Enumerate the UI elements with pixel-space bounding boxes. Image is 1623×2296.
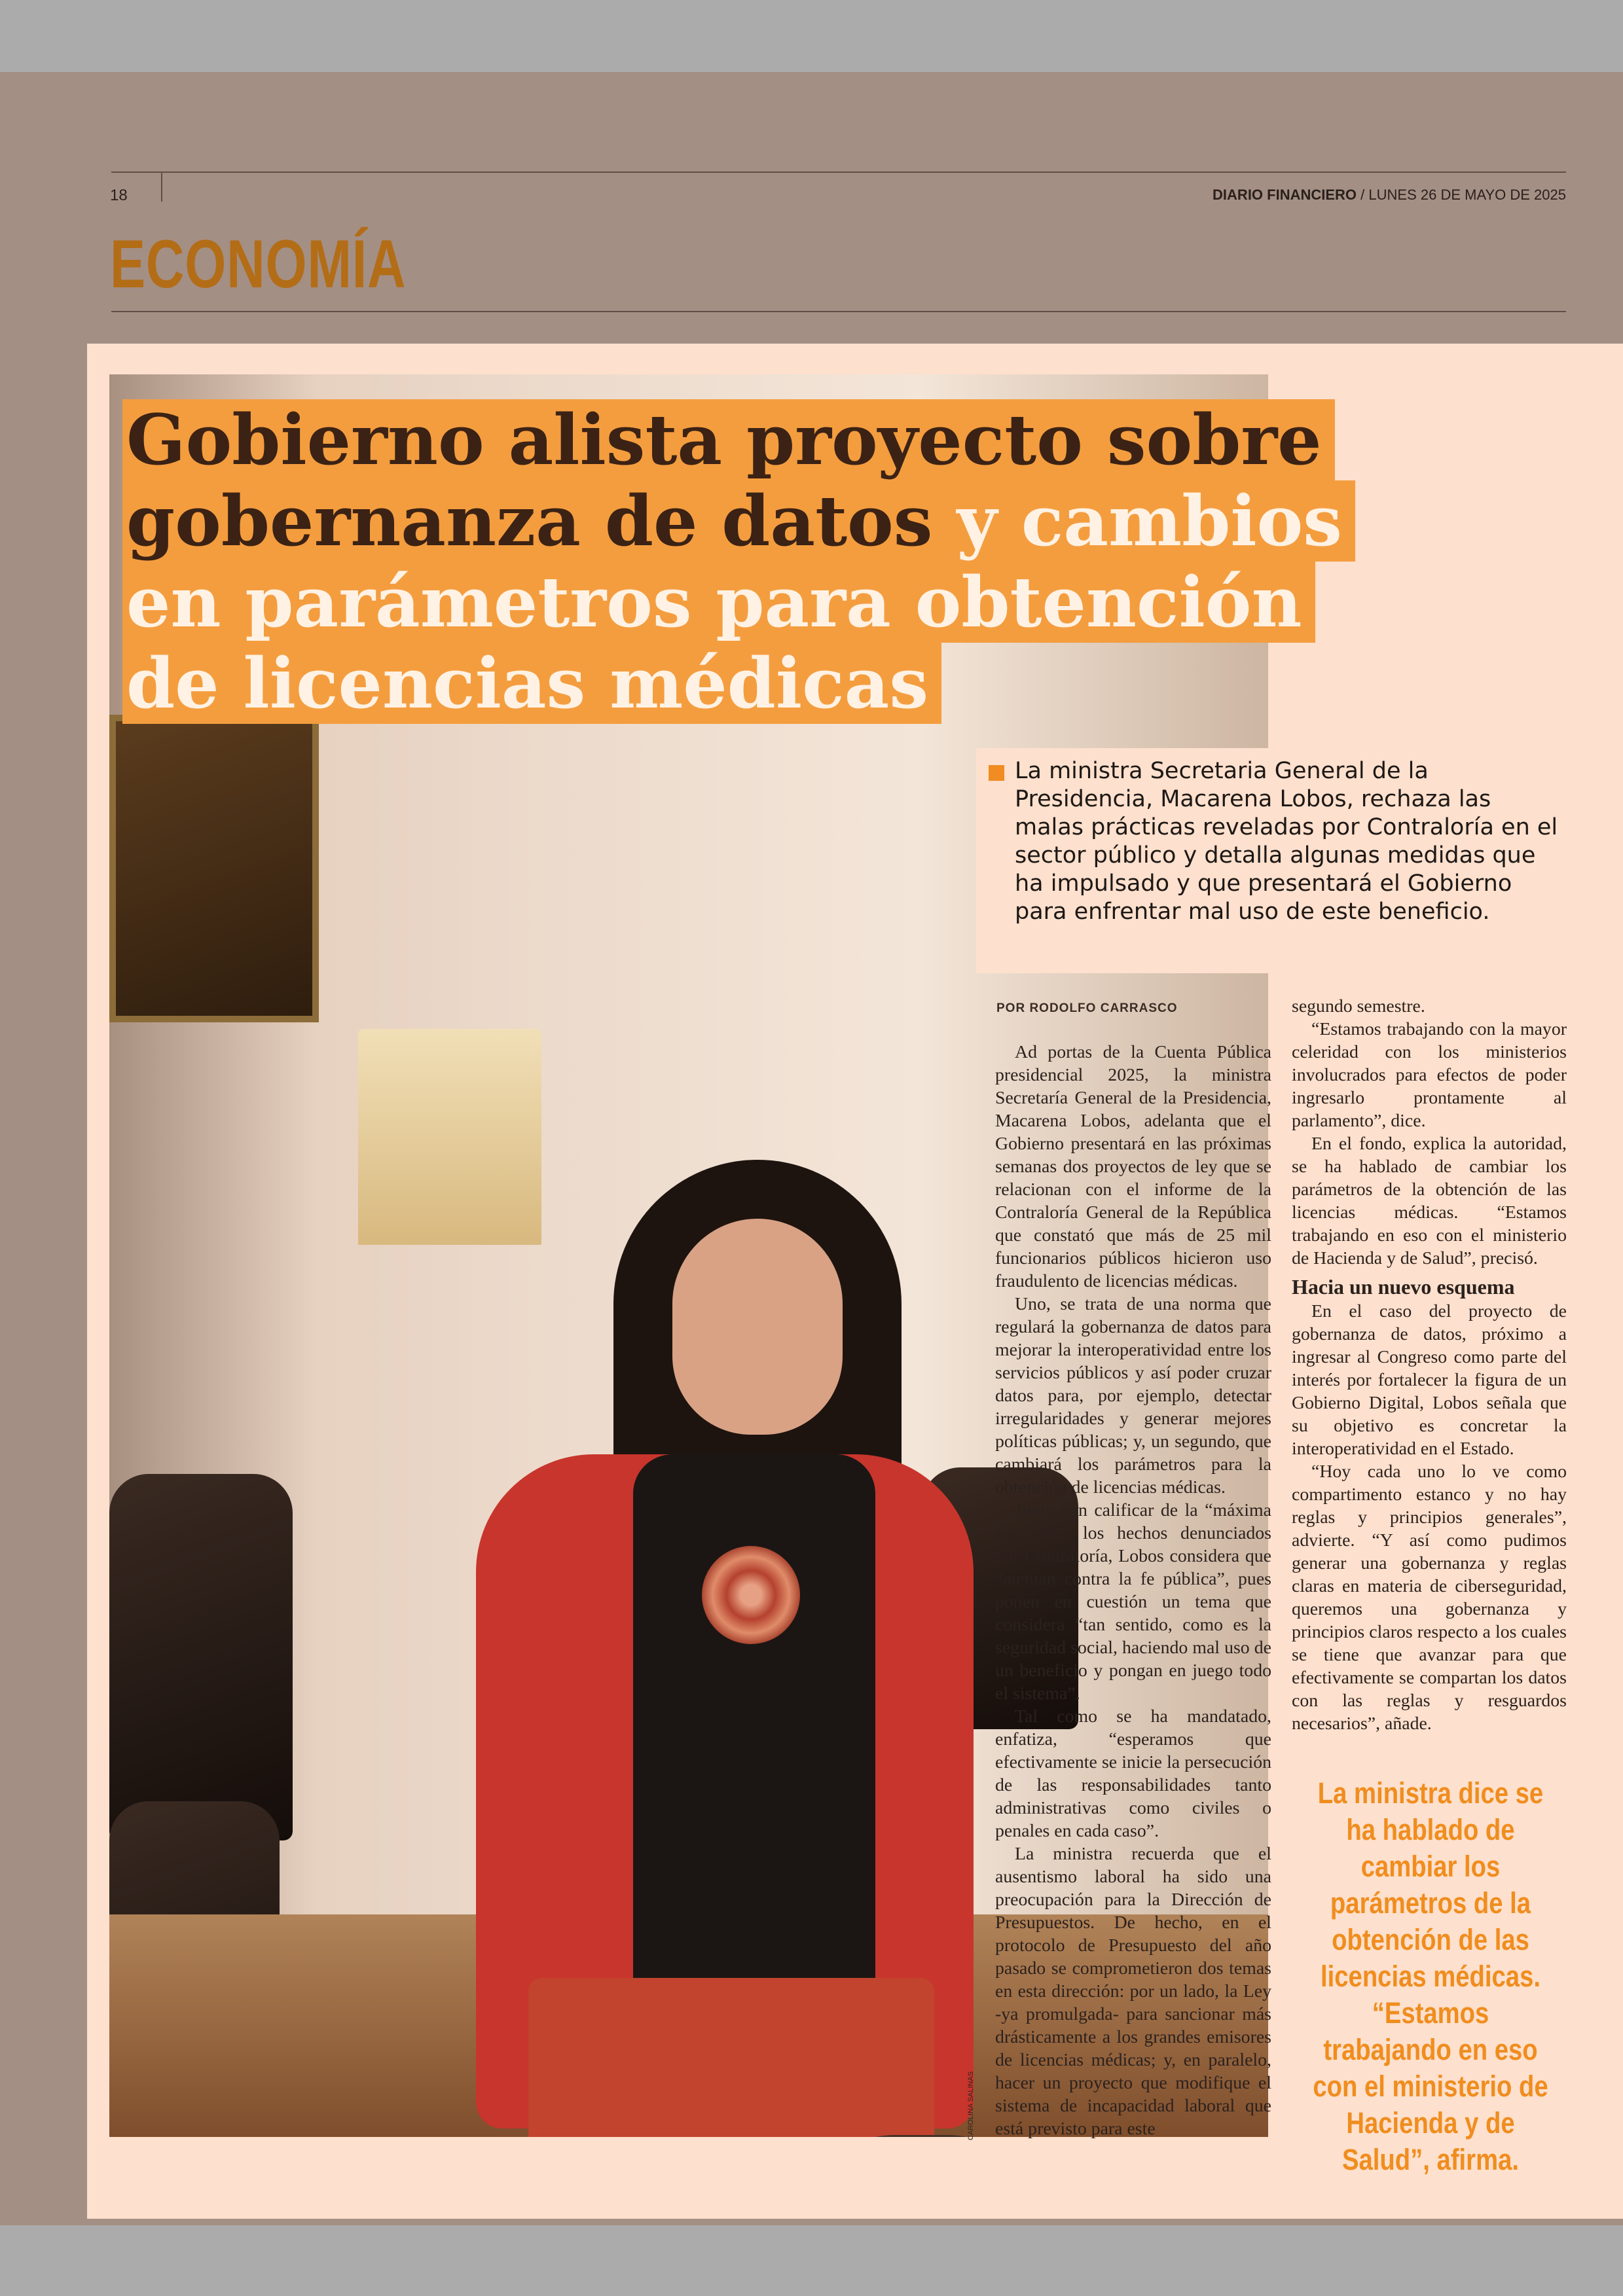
subhead-text: La ministra Secretaria General de la Presidencia, Macarena Lobos, rechaza las malas prácticas reveladas por Contraloría en el sector público y detalla algunas medidas que ha impulsado y que presentará el Gobierno para enfrentar mal uso de este beneficio. xyxy=(1015,758,1558,925)
article-column-2 xyxy=(1292,995,1567,1735)
masthead xyxy=(1213,187,1566,204)
headline-text-dark: Gobierno alista proyecto sobre xyxy=(126,399,1322,480)
photo-credit: CAROLINA SALINAS xyxy=(967,2071,975,2140)
issue-date: / LUNES 26 DE MAYO DE 2025 xyxy=(1357,187,1566,203)
paragraph: Uno, se trata de una norma que regulará la gobernanza de datos para mejorar la interoperatividad entre los servicios públicos y así poder cruzar datos para, por ejemplo, detectar irregularidades y generar mejores políticas públicas; y, un segundo, que cambiará los parámetros para la obtención de licencias médicas. xyxy=(995,1294,1271,1498)
paragraph: Ad portas de la Cuenta Pública presidencial 2025, la ministra Secretaría General de la Presidencia, Macarena Lobos, adelanta que el Gobierno presentará en las próximas semanas dos proyectos de ley que se relacionan con el informe de la Contraloría General de la República que constató que más de 25 mil funcionarios públicos hicieron uso fraudulento de licencias médicas. xyxy=(995,1042,1271,1291)
paragraph: “Hoy cada uno lo ve como compartimento estanco y no hay reglas y principios generales”, advierte. “Y así como pudimos generar una gobernanza y reglas claras en materia de ciberseguridad, queremos una gobernanza y principios claros respecto a los cuales se tiene que avanzar para que efectivamente se compartan los datos con las reglas y resguardos necesarios”, añade. xyxy=(1292,1462,1567,1734)
headline-line-1 xyxy=(122,399,1335,480)
lamp-shade xyxy=(358,1029,541,1245)
section-title: ECONOMÍA xyxy=(110,226,407,302)
headline-text-dark: gobernanza de datos xyxy=(126,480,957,562)
portrait-pants xyxy=(528,1978,934,2137)
pull-quote: La ministra dice se ha hablado de cambiar los parámetros de la obtención de las licencias médicas. “Estamos trabajando en eso con el ministerio de Hacienda y de Salud”, afirma. xyxy=(1313,1776,1548,2176)
paragraph-continued: segundo semestre. xyxy=(1292,996,1425,1016)
headline-line-4 xyxy=(122,643,941,724)
header-bottom-rule xyxy=(111,311,1566,312)
paragraph: “Estamos trabajando con la mayor celeridad con los ministerios involucrados para efectos de poder ingresarlo prontamente al parlamento”, dice. xyxy=(1292,1019,1567,1131)
portrait-face xyxy=(672,1219,843,1435)
paragraph: En el fondo, explica la autoridad, se ha hablado de cambiar los parámetros de la obtención de las licencias médicas. “Estamos trabajando en eso con el ministerio de Hacienda y de Salud”, precisó. xyxy=(1292,1134,1567,1268)
paragraph: La ministra recuerda que el ausentismo laboral ha sido una preocupación para la Dirección de Presupuestos. De hecho, en el protocolo de Presupuesto del año pasado se comprometieron dos temas en esta dirección: por un lado, la Ley -ya promulgada- para sancionar más drásticamente a los grandes emisores de licencias médicas; y, en paralelo, hacer un proyecto que modifique el sistema de incapacidad laboral que está previsto para este xyxy=(995,1844,1271,2139)
paragraph: Tal como se ha mandatado, enfatiza, “esperamos que efectivamente se inicie la persecución de las responsabilidades tanto administrativas como civiles o penales en cada caso”. xyxy=(995,1706,1271,1841)
headline-text-light: en parámetros para obtención xyxy=(126,561,1302,643)
painting-frame xyxy=(109,715,319,1022)
publication-name: DIARIO FINANCIERO xyxy=(1213,187,1357,203)
header-top-rule xyxy=(111,171,1566,173)
headline-text-light: de licencias médicas xyxy=(126,642,929,724)
paragraph: En el caso del proyecto de gobernanza de datos, próximo a ingresar al Congreso como parte del interés por fortalecer la figura de un Gobierno Digital, Lobos señala que su objetivo es concretar la interoperatividad en el Estado. xyxy=(1292,1301,1567,1459)
page-number-divider xyxy=(161,172,162,202)
byline: POR RODOLFO CARRASCO xyxy=(996,1001,1178,1015)
portrait-pendant xyxy=(702,1546,800,1644)
bullet-square-icon xyxy=(989,765,1004,781)
headline-line-3 xyxy=(122,562,1315,643)
page-number: 18 xyxy=(110,187,128,204)
headline-text-light: y cambios xyxy=(957,480,1342,562)
headline-line-2 xyxy=(122,480,1355,562)
article-column-1 xyxy=(995,1041,1271,2140)
chair-left xyxy=(109,1474,293,1840)
paragraph: Junto con calificar de la “máxima gravedad” los hechos denunciados por Contraloría, Lobos considera que “atentan contra la fe pública”, pues ponen en cuestión un tema que considera “tan sentido, como es la seguridad social, haciendo mal uso de un beneficio y pongan en juego todo el sistema”. xyxy=(995,1500,1271,1704)
subtitle: Hacia un nuevo esquema xyxy=(1292,1275,1515,1299)
